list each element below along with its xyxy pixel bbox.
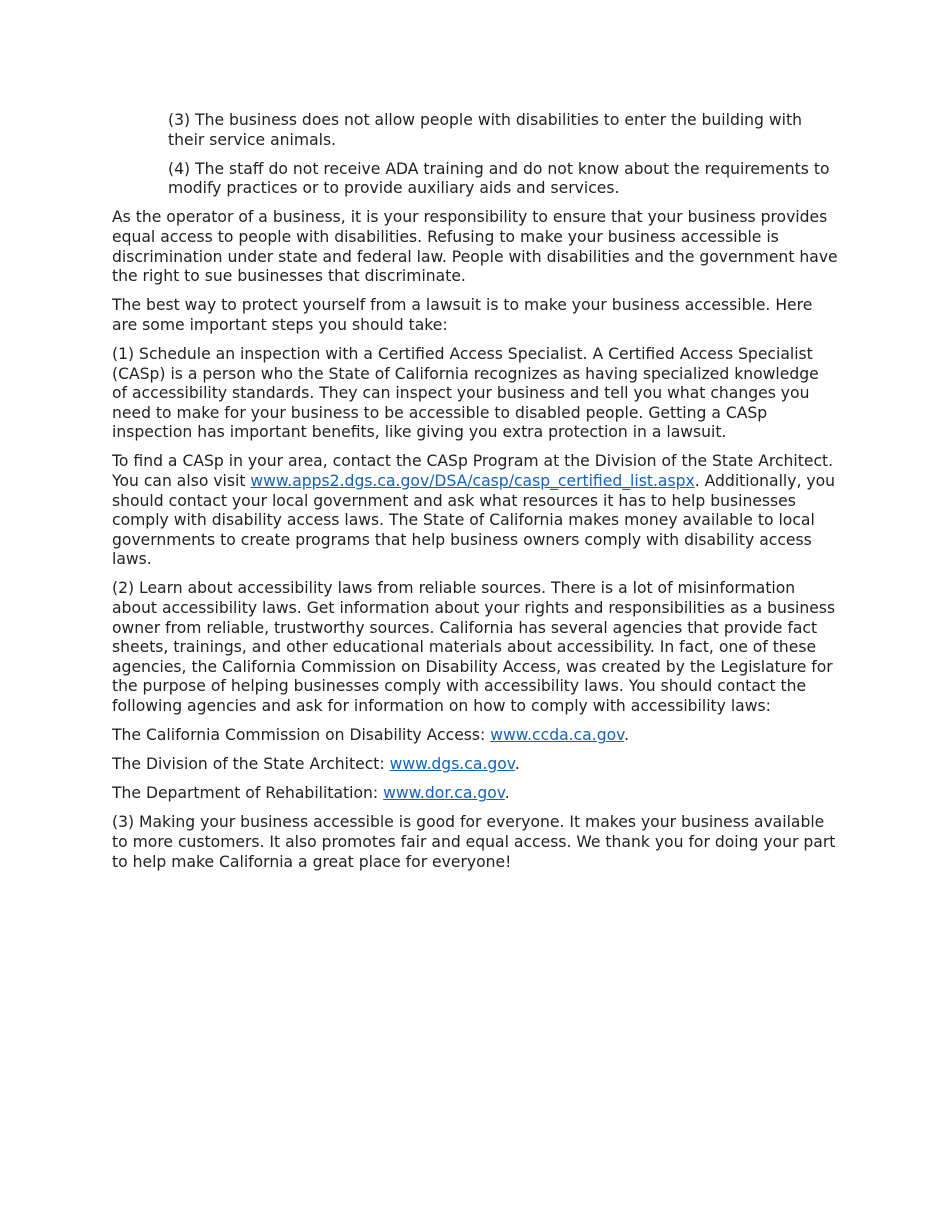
agency-dor-label: The Department of Rehabilitation: [112,784,384,803]
casp-certified-list-link[interactable]: www.apps2.dgs.ca.gov/DSA/casp/casp_certified_list.aspx [250,472,695,490]
agency-ccda [112,726,838,746]
paragraph-step-2-learn: (2) Learn about accessibility laws from reliable sources. There is a lot of misinformation about accessibility laws. Get information about your rights and responsibilities as a business owner from reliable, trustworthy sources. California has several agencies that provide fact sheets, trainings, and other educational materials about accessibility. In fact, one of these agencies, the California Commission on Disability Access, was created by the Legislature for the purpose of helping businesses comply with accessibility laws. You should contact the following agencies and ask for information on how to comply with accessibility laws: [112,579,836,716]
agency-dor [112,784,838,804]
agency-dgs-label: The Division of the State Architect: [112,755,390,774]
document-body [112,111,838,882]
agency-ccda-label: The California Commission on Disability Access: [112,726,491,745]
paragraph-step-1-casp: (1) Schedule an inspection with a Certified Access Specialist. A Certified Access Specialist (CASp) is a person who the State of California recognizes as having specialized knowledge of accessibility standards. They can inspect your business and tell you what changes you need to make for your business to be accessible to disabled people. Getting a CASp inspection has important benefits, like giving you extra protection in a lawsuit. [112,344,819,442]
list-item-ada-training: (4) The staff do not receive ADA training and do not know about the requirements to modify practices or to provide auxiliary aids and services. [168,159,830,198]
dgs-link[interactable]: www.dgs.ca.gov [389,755,515,774]
agency-dgs [112,755,838,775]
list-item-service-animals: (3) The business does not allow people with disabilities to enter the building with their service animals. [168,111,802,149]
find-casp-text-before: To find a CASp in your area, contact the CASp Program at the Division of the State Architect. You can also visit [112,452,834,490]
dor-link[interactable]: www.dor.ca.gov [383,784,505,803]
ccda-link[interactable]: www.ccda.ca.gov [490,726,625,745]
agency-dgs-period: . [514,755,520,774]
find-casp-text-after: . Additionally, you should contact your local government and ask what resources it has to help businesses comply with disability access laws. The State of California makes money available to local governments to create programs that help business owners comply with disability access laws. [112,472,836,569]
agency-ccda-period: . [624,726,630,745]
agency-dor-period: . [504,784,510,803]
paragraph-find-casp [112,452,838,570]
paragraph-best-way: The best way to protect yourself from a lawsuit is to make your business accessible. Here are some important steps you should take: [112,296,813,334]
paragraph-operator-responsibility: As the operator of a business, it is your responsibility to ensure that your business provides equal access to people with disabilities. Refusing to make your business accessible is discrimination under state and federal law. People with disabilities and the government have the right to sue businesses that discriminate. [112,208,838,286]
paragraph-step-3-good-for-everyone: (3) Making your business accessible is good for everyone. It makes your business available to more customers. It also promotes fair and equal access. We thank you for doing your part to help make California a great place for everyone! [112,813,836,871]
